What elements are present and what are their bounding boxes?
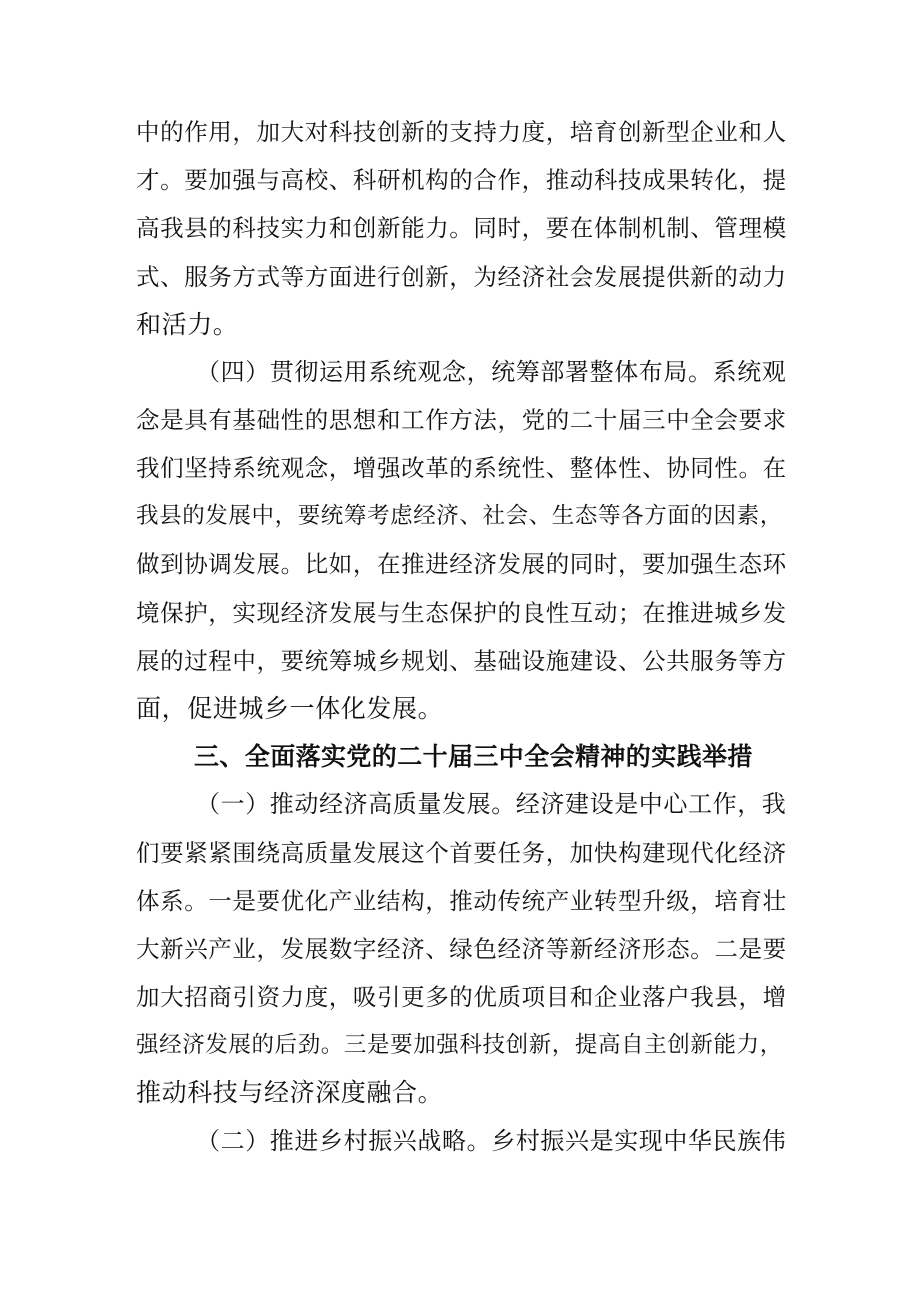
text-line: 我们坚持系统观念，增强改革的系统性、整体性、协同性。在 bbox=[136, 454, 787, 482]
section-heading: 三、全面落实党的二十届三中全会精神的实践举措 bbox=[194, 742, 753, 771]
text-line: 式、服务方式等方面进行创新，为经济社会发展提供新的动力 bbox=[136, 263, 787, 291]
text-line: 境保护，实现经济发展与生态保护的良性互动；在推进城乡发 bbox=[136, 599, 787, 627]
text-line: 高我县的科技实力和创新能力。同时，要在体制机制、管理模 bbox=[136, 214, 787, 242]
subsection-one-lead: （一）推动经济高质量发展。经济建设是中心工作，我 bbox=[196, 790, 787, 818]
text-line: 们要紧紧围绕高质量发展这个首要任务，加快构建现代化经济 bbox=[136, 839, 787, 867]
text-line: 念是具有基础性的思想和工作方法，党的二十届三中全会要求 bbox=[136, 406, 787, 434]
text-line: 大新兴产业，发展数字经济、绿色经济等新经济形态。二是要 bbox=[136, 935, 787, 963]
text-line: 加大招商引资力度，吸引更多的优质项目和企业落户我县，增 bbox=[136, 983, 787, 1011]
text-line: 我县的发展中，要统筹考虑经济、社会、生态等各方面的因素， bbox=[136, 503, 783, 529]
text-line: 展的过程中，要统筹城乡规划、基础设施建设、公共服务等方 bbox=[136, 647, 787, 675]
text-line: 推动科技与经济深度融合。 bbox=[136, 1078, 444, 1107]
subsection-two-lead: （二）推进乡村振兴战略。乡村振兴是实现中华民族伟 bbox=[196, 1127, 787, 1155]
section-four-lead: （四）贯彻运用系统观念，统筹部署整体布局。系统观 bbox=[196, 358, 787, 386]
text-line: 才。要加强与高校、科研机构的合作，推动科技成果转化，提 bbox=[136, 166, 787, 194]
text-line: 面，促进城乡一体化发展。 bbox=[136, 694, 444, 723]
text-line: 强经济发展的后劲。三是要加强科技创新，提高自主创新能力， bbox=[136, 1032, 783, 1058]
text-line: 做到协调发展。比如，在推进经济发展的同时，要加强生态环 bbox=[136, 550, 787, 578]
text-line: 和活力。 bbox=[136, 310, 239, 339]
text-line: 中的作用，加大对科技创新的支持力度，培育创新型企业和人 bbox=[136, 118, 787, 146]
text-line: 体系。一是要优化产业结构，推动传统产业转型升级，培育壮 bbox=[136, 887, 787, 915]
